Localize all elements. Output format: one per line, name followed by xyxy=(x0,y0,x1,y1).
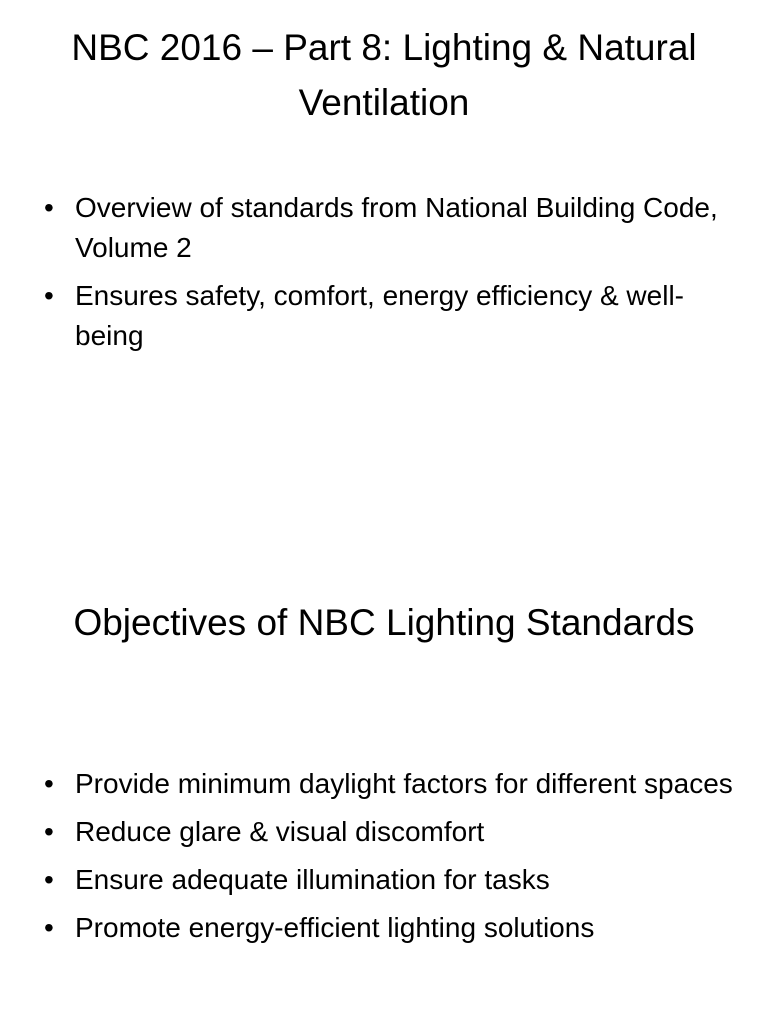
bullet-text: Provide minimum daylight factors for different spaces xyxy=(75,768,733,799)
bullet-item xyxy=(44,908,734,948)
bullet-text: Overview of standards from National Building Code, Volume 2 xyxy=(75,192,718,263)
slide-1-bullet-list xyxy=(44,188,734,364)
bullet-item xyxy=(44,812,734,852)
bullet-item xyxy=(44,276,734,356)
slide-2 xyxy=(0,575,768,1024)
bullet-glyph: • xyxy=(44,912,54,943)
bullet-text: Reduce glare & visual discomfort xyxy=(75,816,485,847)
bullet-text: Ensures safety, comfort, energy efficiency & well-being xyxy=(75,280,684,351)
slide-1-title: NBC 2016 – Part 8: Lighting & Natural Ventilation xyxy=(71,27,697,123)
bullet-text: Promote energy-efficient lighting solutions xyxy=(75,912,595,943)
bullet-item xyxy=(44,188,734,268)
bullet-glyph: • xyxy=(44,768,54,799)
bullet-glyph: • xyxy=(44,864,54,895)
slide-2-bullet-list xyxy=(44,764,734,956)
bullet-text: Ensure adequate illumination for tasks xyxy=(75,864,550,895)
bullet-item xyxy=(44,764,734,804)
bullet-glyph: • xyxy=(44,280,54,311)
bullet-item xyxy=(44,860,734,900)
slide-2-title: Objectives of NBC Lighting Standards xyxy=(73,602,695,643)
bullet-glyph: • xyxy=(44,816,54,847)
bullet-glyph: • xyxy=(44,192,54,223)
